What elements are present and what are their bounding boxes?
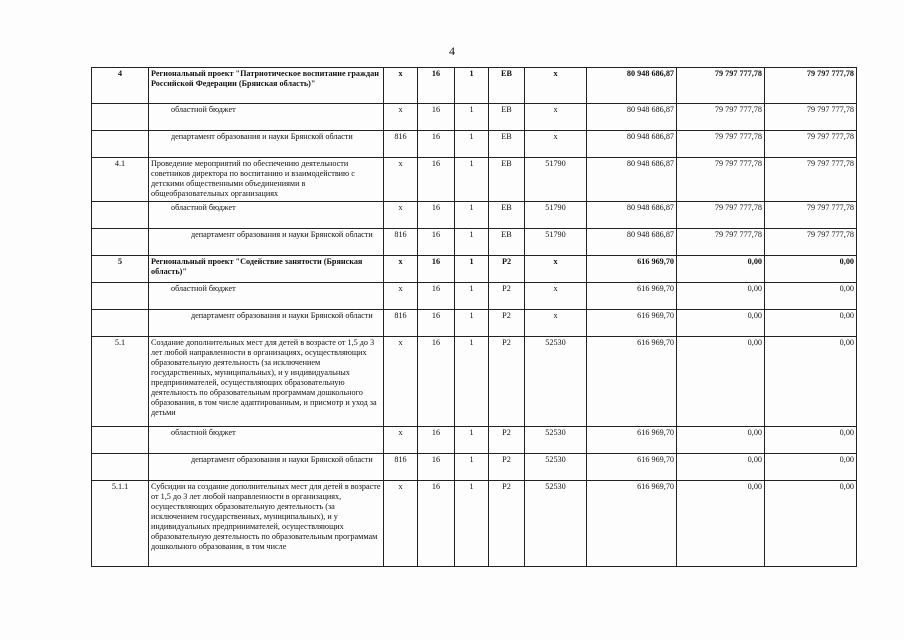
row-number (92, 427, 149, 454)
row-description-text: областной бюджет (171, 105, 236, 114)
table-row (92, 256, 857, 283)
amount-year-1: 80 948 686,87 (587, 158, 677, 202)
amount-year-3: 0,00 (765, 481, 857, 567)
row-number: 4.1 (92, 158, 149, 202)
cell-program: 16 (418, 104, 455, 131)
row-number (92, 283, 149, 310)
cell-gp: х (384, 202, 418, 229)
row-description (149, 202, 384, 229)
row-description (149, 337, 384, 427)
amount-year-3: 79 797 777,78 (765, 104, 857, 131)
cell-gp: х (384, 427, 418, 454)
cell-direction: х (525, 283, 587, 310)
amount-year-3: 79 797 777,78 (765, 158, 857, 202)
cell-subprogram: 1 (455, 68, 489, 104)
cell-project: EB (489, 158, 525, 202)
row-description-text: департамент образования и науки Брянской области (191, 311, 373, 320)
cell-direction: 52530 (525, 427, 587, 454)
row-description (149, 104, 384, 131)
table-row (92, 158, 857, 202)
amount-year-1: 616 969,70 (587, 337, 677, 427)
row-description-text: департамент образования и науки Брянской области (171, 132, 353, 141)
cell-subprogram: 1 (455, 427, 489, 454)
cell-direction: х (525, 131, 587, 158)
cell-program: 16 (418, 310, 455, 337)
cell-program: 16 (418, 481, 455, 567)
amount-year-2: 79 797 777,78 (677, 158, 765, 202)
cell-project: P2 (489, 454, 525, 481)
cell-gp: х (384, 158, 418, 202)
amount-year-1: 616 969,70 (587, 427, 677, 454)
cell-direction: х (525, 68, 587, 104)
amount-year-3: 0,00 (765, 427, 857, 454)
table-row (92, 454, 857, 481)
amount-year-2: 79 797 777,78 (677, 131, 765, 158)
cell-gp: 816 (384, 229, 418, 256)
cell-subprogram: 1 (455, 229, 489, 256)
table-row (92, 202, 857, 229)
cell-program: 16 (418, 68, 455, 104)
row-description (149, 131, 384, 158)
amount-year-1: 616 969,70 (587, 481, 677, 567)
cell-project: EB (489, 68, 525, 104)
cell-subprogram: 1 (455, 104, 489, 131)
cell-gp: 816 (384, 310, 418, 337)
cell-gp: х (384, 283, 418, 310)
budget-table (91, 67, 857, 567)
cell-direction: 52530 (525, 481, 587, 567)
row-description (149, 68, 384, 104)
cell-subprogram: 1 (455, 202, 489, 229)
amount-year-2: 0,00 (677, 337, 765, 427)
amount-year-1: 80 948 686,87 (587, 104, 677, 131)
cell-gp: х (384, 481, 418, 567)
cell-subprogram: 1 (455, 256, 489, 283)
cell-direction: 51790 (525, 158, 587, 202)
amount-year-2: 79 797 777,78 (677, 202, 765, 229)
cell-program: 16 (418, 131, 455, 158)
row-number: 5 (92, 256, 149, 283)
amount-year-2: 0,00 (677, 256, 765, 283)
cell-gp: 816 (384, 131, 418, 158)
row-number (92, 229, 149, 256)
cell-program: 16 (418, 229, 455, 256)
amount-year-1: 80 948 686,87 (587, 131, 677, 158)
row-number (92, 131, 149, 158)
cell-project: P2 (489, 283, 525, 310)
cell-program: 16 (418, 256, 455, 283)
cell-project: EB (489, 131, 525, 158)
amount-year-1: 80 948 686,87 (587, 202, 677, 229)
cell-direction: 52530 (525, 454, 587, 481)
row-description-text: Создание дополнительных мест для детей в возрасте от 1,5 до 3 лет любой направленности в организациях, осуществляющих образовательную деятельность (за исключением государственных, муниципальных), и у индивидуальных предпринимателей, осуществляющих образовательную деятельность по образовательным программам дошкольного образования, в том числе адаптированным, и присмотр и уход за детьми (151, 338, 377, 417)
row-number: 5.1.1 (92, 481, 149, 567)
amount-year-3: 79 797 777,78 (765, 68, 857, 104)
amount-year-1: 616 969,70 (587, 454, 677, 481)
cell-project: EB (489, 202, 525, 229)
amount-year-2: 0,00 (677, 427, 765, 454)
row-number (92, 454, 149, 481)
table-row (92, 427, 857, 454)
table-row (92, 104, 857, 131)
amount-year-1: 616 969,70 (587, 310, 677, 337)
cell-subprogram: 1 (455, 310, 489, 337)
row-description (149, 454, 384, 481)
cell-gp: х (384, 104, 418, 131)
amount-year-3: 0,00 (765, 310, 857, 337)
cell-subprogram: 1 (455, 481, 489, 567)
amount-year-3: 79 797 777,78 (765, 202, 857, 229)
table-row (92, 310, 857, 337)
cell-project: EB (489, 229, 525, 256)
cell-subprogram: 1 (455, 337, 489, 427)
row-description (149, 256, 384, 283)
amount-year-3: 0,00 (765, 454, 857, 481)
table-row (92, 283, 857, 310)
cell-subprogram: 1 (455, 283, 489, 310)
cell-direction: х (525, 104, 587, 131)
cell-program: 16 (418, 337, 455, 427)
row-description-text: Субсидии на создание дополнительных мест для детей в возрасте от 1,5 до 3 лет любой направленности в организациях, осуществляющих образовательную деятельность (за исключением государственных, муниципальных), и у индивидуальных предпринимателей, осуществляющих образовательную деятельность по образовательным программам дошкольного образования, в том числе (151, 482, 381, 551)
row-description-text: областной бюджет (171, 284, 236, 293)
amount-year-1: 80 948 686,87 (587, 68, 677, 104)
amount-year-2: 0,00 (677, 283, 765, 310)
amount-year-1: 80 948 686,87 (587, 229, 677, 256)
table-row (92, 481, 857, 567)
amount-year-2: 79 797 777,78 (677, 229, 765, 256)
cell-project: P2 (489, 256, 525, 283)
cell-subprogram: 1 (455, 454, 489, 481)
row-description-text: департамент образования и науки Брянской области (191, 230, 373, 239)
cell-gp: 816 (384, 454, 418, 481)
row-description-text: Региональный проект "Содействие занятости (Брянская область)" (151, 257, 363, 276)
table-body (92, 68, 857, 567)
cell-subprogram: 1 (455, 131, 489, 158)
cell-project: EB (489, 104, 525, 131)
cell-gp: х (384, 337, 418, 427)
cell-direction: 51790 (525, 229, 587, 256)
cell-direction: х (525, 256, 587, 283)
cell-program: 16 (418, 427, 455, 454)
cell-direction: 52530 (525, 337, 587, 427)
cell-project: P2 (489, 310, 525, 337)
cell-gp: х (384, 256, 418, 283)
amount-year-1: 616 969,70 (587, 256, 677, 283)
row-description-text: областной бюджет (171, 203, 236, 212)
table-row (92, 337, 857, 427)
row-description (149, 283, 384, 310)
amount-year-3: 0,00 (765, 337, 857, 427)
amount-year-2: 0,00 (677, 454, 765, 481)
amount-year-3: 0,00 (765, 256, 857, 283)
table-row (92, 131, 857, 158)
cell-program: 16 (418, 202, 455, 229)
row-number (92, 310, 149, 337)
amount-year-3: 79 797 777,78 (765, 229, 857, 256)
table-row (92, 68, 857, 104)
row-description (149, 310, 384, 337)
row-description-text: Региональный проект "Патриотическое воспитание граждан Российской Федерации (Брянская область)" (151, 69, 379, 88)
amount-year-2: 0,00 (677, 310, 765, 337)
amount-year-3: 0,00 (765, 283, 857, 310)
amount-year-3: 79 797 777,78 (765, 131, 857, 158)
cell-program: 16 (418, 283, 455, 310)
row-description-text: Проведение мероприятий по обеспечению деятельности советников директора по воспитанию и взаимодействию с детскими общественными объединениями в общеобразовательных организациях (151, 159, 355, 198)
amount-year-1: 616 969,70 (587, 283, 677, 310)
cell-subprogram: 1 (455, 158, 489, 202)
row-number: 4 (92, 68, 149, 104)
row-description-text: департамент образования и науки Брянской области (191, 455, 373, 464)
cell-gp: х (384, 68, 418, 104)
cell-project: P2 (489, 427, 525, 454)
row-description (149, 481, 384, 567)
cell-direction: х (525, 310, 587, 337)
amount-year-2: 0,00 (677, 481, 765, 567)
page-number: 4 (449, 44, 455, 58)
cell-program: 16 (418, 454, 455, 481)
row-description (149, 427, 384, 454)
cell-direction: 51790 (525, 202, 587, 229)
amount-year-2: 79 797 777,78 (677, 104, 765, 131)
row-number: 5.1 (92, 337, 149, 427)
row-description-text: областной бюджет (171, 428, 236, 437)
cell-project: P2 (489, 481, 525, 567)
cell-project: P2 (489, 337, 525, 427)
row-description (149, 229, 384, 256)
row-description (149, 158, 384, 202)
cell-program: 16 (418, 158, 455, 202)
amount-year-2: 79 797 777,78 (677, 68, 765, 104)
row-number (92, 104, 149, 131)
table-row (92, 229, 857, 256)
row-number (92, 202, 149, 229)
